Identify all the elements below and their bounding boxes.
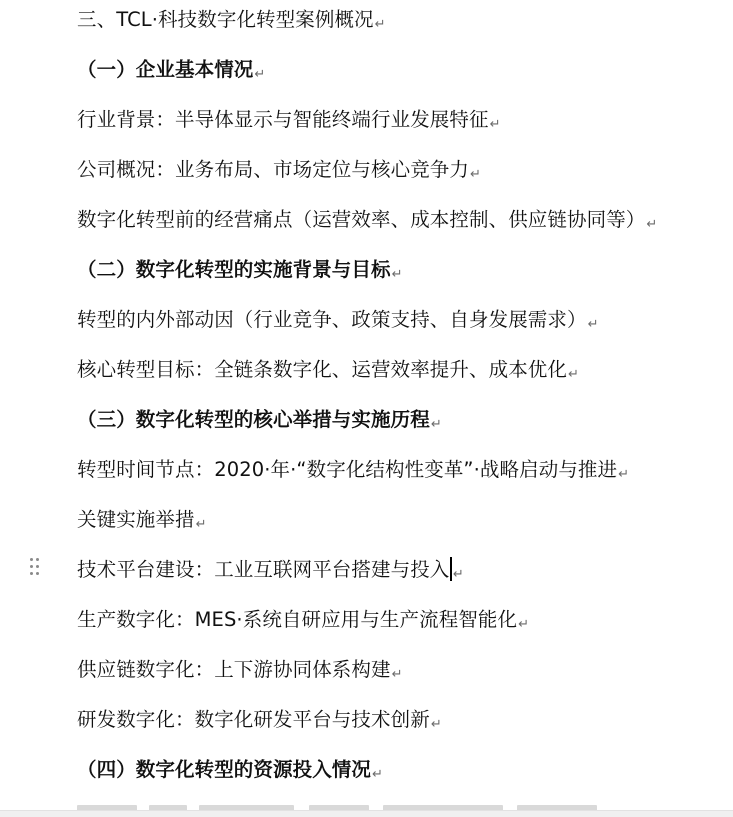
paragraph-mark-icon: ↵: [254, 67, 266, 82]
paragraph-text: 行业背景：半导体显示与智能终端行业发展特征: [77, 108, 489, 131]
paragraph-text: 研发数字化：数字化研发平台与技术创新: [77, 708, 430, 731]
paragraph-3[interactable]: [77, 102, 501, 138]
heading-resource-investment[interactable]: [77, 752, 383, 788]
paragraph-mark-icon: ↵: [430, 417, 442, 432]
paragraph-4[interactable]: [77, 152, 481, 188]
paragraph-mark-icon: ↵: [374, 17, 386, 32]
paragraph-text: 技术平台建设：工业互联网平台搭建与投入: [77, 558, 450, 581]
paragraph-12-active[interactable]: [77, 552, 464, 588]
paragraph-mark-icon: ↵: [489, 117, 501, 132]
horizontal-scrollbar[interactable]: [0, 810, 733, 817]
paragraph-mark-icon: ↵: [195, 517, 207, 532]
paragraph-text: 生产数字化：MES·系统自研应用与生产流程智能化: [77, 608, 518, 631]
heading-core-measures[interactable]: [77, 402, 442, 438]
paragraph-mark-icon: ↵: [518, 617, 530, 632]
paragraph-text: 供应链数字化：上下游协同体系构建: [77, 658, 391, 681]
paragraph-mark-icon: ↵: [430, 717, 442, 732]
paragraph-mark-icon: ↵: [372, 767, 384, 782]
paragraph-text: 核心转型目标：全链条数字化、运营效率提升、成本优化: [77, 358, 568, 381]
heading-background-goals[interactable]: [77, 252, 403, 288]
paragraph-mark-icon: ↵: [391, 267, 403, 282]
heading-text: （一）企业基本情况: [77, 58, 254, 81]
heading-enterprise-basics[interactable]: [77, 52, 265, 88]
paragraph-mark-icon: ↵: [391, 667, 403, 682]
paragraph-mark-icon: ↵: [568, 367, 580, 382]
paragraph-mark-icon: ↵: [470, 167, 482, 182]
paragraph-text: 三、TCL·科技数字化转型案例概况: [77, 8, 374, 31]
paragraph-8[interactable]: [77, 352, 579, 388]
paragraph-10[interactable]: [77, 452, 629, 488]
paragraph-15[interactable]: [77, 702, 442, 738]
paragraph-mark-icon: ↵: [646, 217, 658, 232]
heading-text: （二）数字化转型的实施背景与目标: [77, 258, 391, 281]
paragraph-13[interactable]: [77, 602, 529, 638]
paragraph-11[interactable]: [77, 502, 207, 538]
paragraph-mark-icon: ↵: [452, 567, 464, 582]
paragraph-text: 转型时间节点：2020·年·“数字化结构性变革”·战略启动与推进: [77, 458, 618, 481]
paragraph-mark-icon: ↵: [587, 317, 599, 332]
heading-text: （四）数字化转型的资源投入情况: [77, 758, 372, 781]
paragraph-1[interactable]: [77, 2, 386, 38]
paragraph-text: 关键实施举措: [77, 508, 195, 531]
paragraph-text: 公司概况：业务布局、市场定位与核心竞争力: [77, 158, 470, 181]
paragraph-5[interactable]: [77, 202, 657, 238]
paragraph-7[interactable]: [77, 302, 599, 338]
paragraph-text: 转型的内外部动因（行业竞争、政策支持、自身发展需求）: [77, 308, 587, 331]
paragraph-mark-icon: ↵: [618, 467, 630, 482]
text-cursor: [450, 557, 452, 581]
paragraph-text: 数字化转型前的经营痛点（运营效率、成本控制、供应链协同等）: [77, 208, 646, 231]
drag-handle-icon[interactable]: [30, 558, 40, 578]
paragraph-14[interactable]: [77, 652, 403, 688]
heading-text: （三）数字化转型的核心举措与实施历程: [77, 408, 430, 431]
